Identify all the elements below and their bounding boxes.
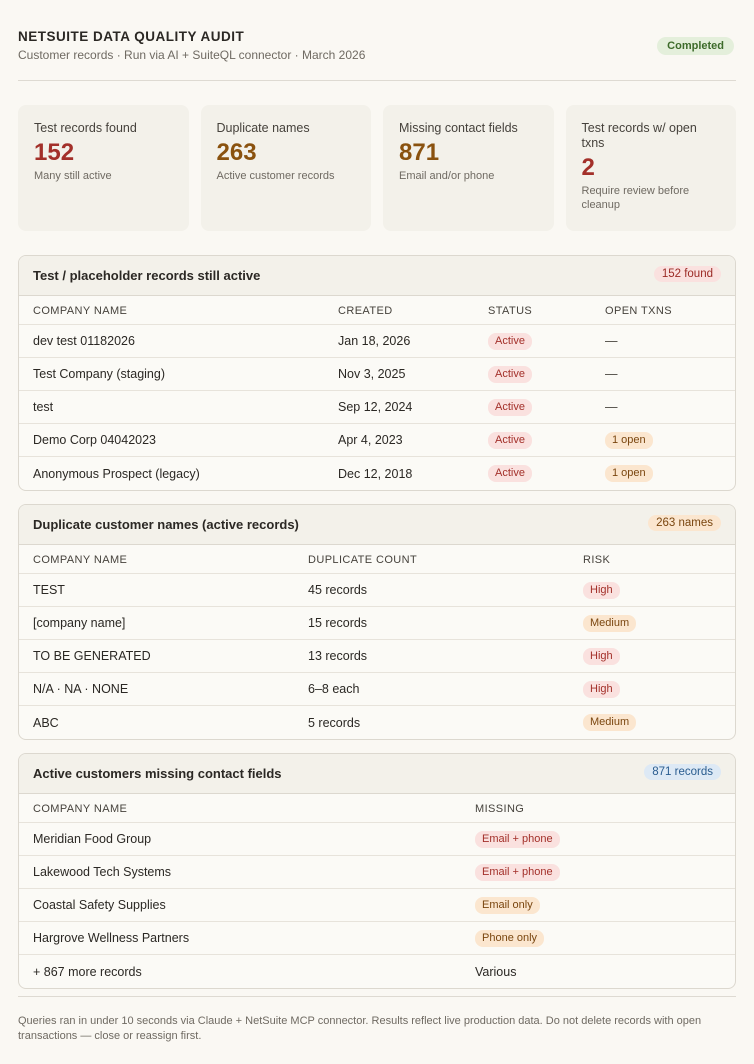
stat-card-missing-contact — [383, 105, 554, 231]
company-name: test — [33, 400, 54, 414]
table-row[interactable] — [19, 391, 735, 424]
open-txns: — — [605, 367, 618, 381]
missing-cell — [475, 823, 560, 855]
stat-note: Require review before cleanup — [581, 185, 690, 211]
created-date: Jan 18, 2026 — [338, 334, 411, 348]
risk-cell — [583, 673, 620, 705]
missing-pill: Email only — [475, 897, 540, 914]
column-header-company: COMPANY NAME — [33, 305, 128, 317]
column-header-duplicate-count: DUPLICATE COUNT — [308, 554, 418, 566]
company-name: Meridian Food Group — [33, 832, 152, 846]
more-records-row[interactable] — [19, 955, 735, 988]
company-name: Demo Corp 04042023 — [33, 433, 156, 447]
table-row[interactable] — [19, 358, 735, 391]
table-row[interactable] — [19, 574, 735, 607]
stat-label: Missing contact fields — [399, 121, 518, 135]
missing-cell — [475, 922, 544, 954]
company-name: Coastal Safety Supplies — [33, 898, 166, 912]
open-txns-cell — [605, 457, 653, 490]
stat-value: 152 — [34, 139, 75, 166]
status-pill: Active — [488, 399, 532, 416]
status-cell — [488, 457, 532, 490]
table-row[interactable] — [19, 640, 735, 673]
table-header-row — [19, 296, 735, 325]
created-date: Apr 4, 2023 — [338, 433, 403, 447]
stat-label: Test records found — [34, 121, 137, 135]
company-name: Lakewood Tech Systems — [33, 865, 172, 879]
table-row[interactable] — [19, 325, 735, 358]
status-badge: Completed — [657, 37, 734, 55]
status-cell — [488, 424, 532, 456]
risk-pill: High — [583, 648, 620, 665]
panel-header — [19, 256, 735, 296]
table-row[interactable] — [19, 607, 735, 640]
stat-card-test-records — [18, 105, 189, 231]
missing-contact-panel — [18, 753, 736, 989]
status-cell — [488, 391, 532, 423]
stat-cards — [18, 105, 736, 231]
panel-title: Test / placeholder records still active — [33, 268, 261, 283]
report-header — [18, 0, 736, 81]
duplicate-count: 15 records — [308, 616, 368, 630]
stat-card-open-txns — [566, 105, 737, 231]
duplicate-count: 45 records — [308, 583, 368, 597]
duplicate-names-panel — [18, 504, 736, 740]
created-date: Nov 3, 2025 — [338, 367, 406, 381]
report-title: NETSUITE DATA QUALITY AUDIT — [18, 29, 245, 44]
table-row[interactable] — [19, 424, 735, 457]
column-header-missing: MISSING — [475, 803, 525, 815]
table-row[interactable] — [19, 457, 735, 490]
missing-pill: Email + phone — [475, 831, 560, 848]
column-header-created: CREATED — [338, 305, 393, 317]
footer-text: Queries ran in under 10 seconds via Claude + NetSuite MCP connector. Results reflect live production data. Do not delete records with open transactions — close or reassign first. — [18, 1015, 702, 1042]
table-row[interactable] — [19, 856, 735, 889]
open-txns: — — [605, 400, 618, 414]
company-name: ABC — [33, 715, 59, 730]
panel-title: Duplicate customer names (active records) — [33, 517, 299, 532]
open-txns-cell — [605, 424, 653, 456]
more-records-missing: Various — [475, 964, 517, 979]
stat-note: Email and/or phone — [399, 170, 495, 182]
panel-title: Active customers missing contact fields — [33, 766, 282, 781]
missing-pill: Email + phone — [475, 864, 560, 881]
status-cell — [488, 358, 532, 390]
stat-card-duplicate-names — [201, 105, 372, 231]
company-name: TO BE GENERATED — [33, 649, 151, 663]
stat-label: Test records w/ open txns — [581, 121, 697, 150]
open-txns-pill: 1 open — [605, 465, 653, 482]
duplicate-count: 6–8 each — [308, 682, 360, 696]
duplicate-count: 13 records — [308, 649, 368, 663]
count-badge: 263 names — [648, 515, 721, 531]
panel-header — [19, 505, 735, 545]
company-name: Anonymous Prospect (legacy) — [33, 466, 200, 481]
column-header-status: STATUS — [488, 305, 533, 317]
column-header-risk: RISK — [583, 554, 611, 566]
more-records-label: + 867 more records — [33, 964, 142, 979]
risk-pill: Medium — [583, 714, 636, 731]
duplicate-count: 5 records — [308, 715, 361, 730]
risk-pill: High — [583, 681, 620, 698]
footer-note — [18, 996, 736, 1044]
stat-value: 263 — [216, 139, 257, 166]
company-name: N/A · NA · NONE — [33, 682, 129, 696]
risk-cell — [583, 607, 636, 639]
column-header-open-txns: OPEN TXNS — [605, 305, 672, 317]
count-badge: 152 found — [654, 266, 721, 282]
risk-cell — [583, 706, 636, 739]
count-badge: 871 records — [644, 764, 721, 780]
table-header-row — [19, 545, 735, 574]
open-txns-pill: 1 open — [605, 432, 653, 449]
table-row[interactable] — [19, 673, 735, 706]
status-cell — [488, 325, 532, 357]
stat-note: Active customer records — [216, 170, 335, 182]
stat-label: Duplicate names — [216, 121, 310, 135]
stat-value: 2 — [581, 154, 595, 181]
company-name: Hargrove Wellness Partners — [33, 931, 190, 945]
column-header-company: COMPANY NAME — [33, 803, 128, 815]
open-txns: — — [605, 334, 618, 348]
status-pill: Active — [488, 366, 532, 383]
company-name: TEST — [33, 583, 65, 597]
missing-cell — [475, 856, 560, 888]
table-row[interactable] — [19, 922, 735, 955]
stat-value: 871 — [399, 139, 440, 166]
company-name: [company name] — [33, 616, 126, 630]
missing-pill: Phone only — [475, 930, 544, 947]
risk-cell — [583, 640, 620, 672]
test-records-panel — [18, 255, 736, 491]
table-row[interactable] — [19, 823, 735, 856]
table-row[interactable] — [19, 889, 735, 922]
risk-pill: Medium — [583, 615, 636, 632]
table-header-row — [19, 794, 735, 823]
status-pill: Active — [488, 432, 532, 449]
company-name: dev test 01182026 — [33, 334, 135, 348]
column-header-company: COMPANY NAME — [33, 554, 128, 566]
risk-cell — [583, 574, 620, 606]
created-date: Dec 12, 2018 — [338, 466, 413, 481]
table-row[interactable] — [19, 706, 735, 739]
stat-note: Many still active — [34, 170, 112, 182]
company-name: Test Company (staging) — [33, 367, 166, 381]
report-subtitle: Customer records · Run via AI + SuiteQL connector · March 2026 — [18, 48, 366, 62]
created-date: Sep 12, 2024 — [338, 400, 413, 414]
status-pill: Active — [488, 465, 532, 482]
status-pill: Active — [488, 333, 532, 350]
risk-pill: High — [583, 582, 620, 599]
missing-cell — [475, 889, 540, 921]
panel-header — [19, 754, 735, 794]
